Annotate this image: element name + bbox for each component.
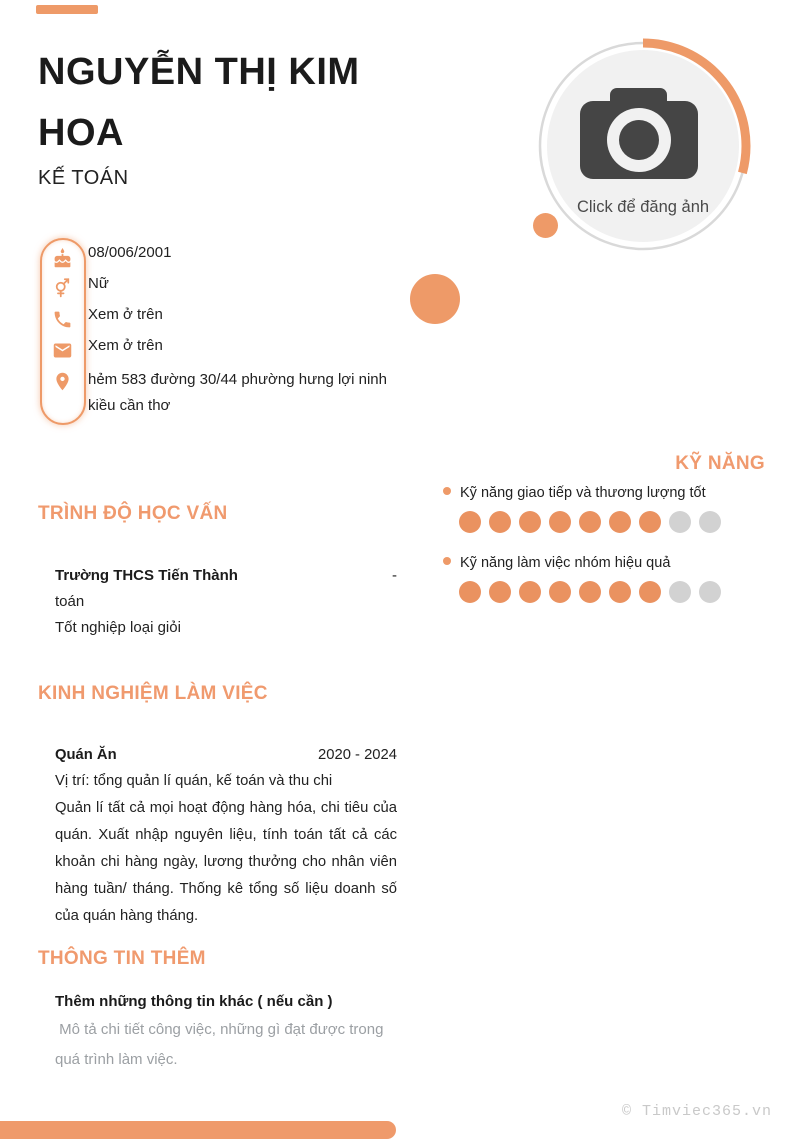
education-entry[interactable] xyxy=(55,563,397,641)
additional-placeholder[interactable]: Mô tả chi tiết công việc, những gì đạt được trong quá trình làm việc. xyxy=(55,1021,388,1068)
job-title[interactable]: KẾ TOÁN xyxy=(38,167,129,189)
experience-entry[interactable] xyxy=(55,742,397,930)
photo-upload-circle[interactable] xyxy=(528,31,758,261)
school-name[interactable]: Trường THCS Tiến Thành xyxy=(55,567,238,584)
experience-heading[interactable]: KINH NGHIỆM LÀM VIỆC xyxy=(38,683,268,704)
company-name[interactable]: Quán Ăn xyxy=(55,747,117,763)
top-left-accent-bar xyxy=(36,5,98,14)
skill-item-label[interactable]: Kỹ năng làm việc nhóm hiệu quả xyxy=(443,555,765,571)
birthday-value[interactable]: 08/006/2001 xyxy=(88,244,172,261)
mail-icon xyxy=(52,340,73,361)
watermark: © Timviec365.vn xyxy=(621,1103,772,1120)
phone-value[interactable]: Xem ở trên xyxy=(88,306,163,323)
decorative-orange-circle xyxy=(410,274,460,324)
education-heading[interactable]: TRÌNH ĐỘ HỌC VẤN xyxy=(38,503,228,524)
additional-heading[interactable]: THÔNG TIN THÊM xyxy=(38,948,206,969)
phone-icon xyxy=(52,309,73,330)
candidate-name[interactable]: NGUYỄN THỊ KIM HOA xyxy=(38,51,360,154)
footer-accent-bar xyxy=(0,1121,396,1139)
education-major[interactable]: toán xyxy=(55,593,85,610)
skill-rating-dots[interactable] xyxy=(459,511,721,533)
skill-item-label[interactable]: Kỹ năng giao tiếp và thương lượng tốt xyxy=(443,485,765,501)
address-value[interactable]: hẻm 583 đường 30/44 phường hưng lợi ninh kiều cần thơ xyxy=(88,371,387,414)
skill-rating-dots[interactable] xyxy=(459,581,721,603)
experience-date-range[interactable]: 2020 - 2024 xyxy=(318,747,397,763)
photo-ring xyxy=(528,31,758,261)
location-icon xyxy=(52,371,73,392)
gender-icon xyxy=(52,278,73,299)
education-result[interactable]: Tốt nghiệp loại giỏi xyxy=(55,619,181,636)
contact-list xyxy=(88,243,402,419)
experience-description[interactable]: Quản lí tất cả mọi hoạt động hàng hóa, chi tiêu của quán. Xuất nhập nguyên liệu, tính toán tất cả các khoản chi hàng ngày, lương thưởng cho nhân viên hàng tuần/ tháng. Thống kê tổng số liệu doanh số của quán hàng tháng. xyxy=(55,800,397,924)
photo-upload-label[interactable]: Click để đăng ảnh xyxy=(576,198,710,216)
gender-value[interactable]: Nữ xyxy=(88,275,109,292)
bullet-icon xyxy=(443,487,451,495)
photo-handle-dot xyxy=(533,213,558,238)
experience-position[interactable]: Vị trí: tổng quản lí quán, kế toán và thu chi xyxy=(55,773,333,789)
additional-entry[interactable] xyxy=(55,988,401,1075)
skills-heading[interactable]: KỸ NĂNG xyxy=(675,453,765,474)
camera-icon xyxy=(580,88,698,179)
bullet-icon xyxy=(443,557,451,565)
email-value[interactable]: Xem ở trên xyxy=(88,337,163,354)
additional-note[interactable]: Thêm những thông tin khác ( nếu cần ) xyxy=(55,993,333,1010)
education-date-range[interactable]: - xyxy=(392,567,397,584)
birthday-icon xyxy=(52,248,73,269)
